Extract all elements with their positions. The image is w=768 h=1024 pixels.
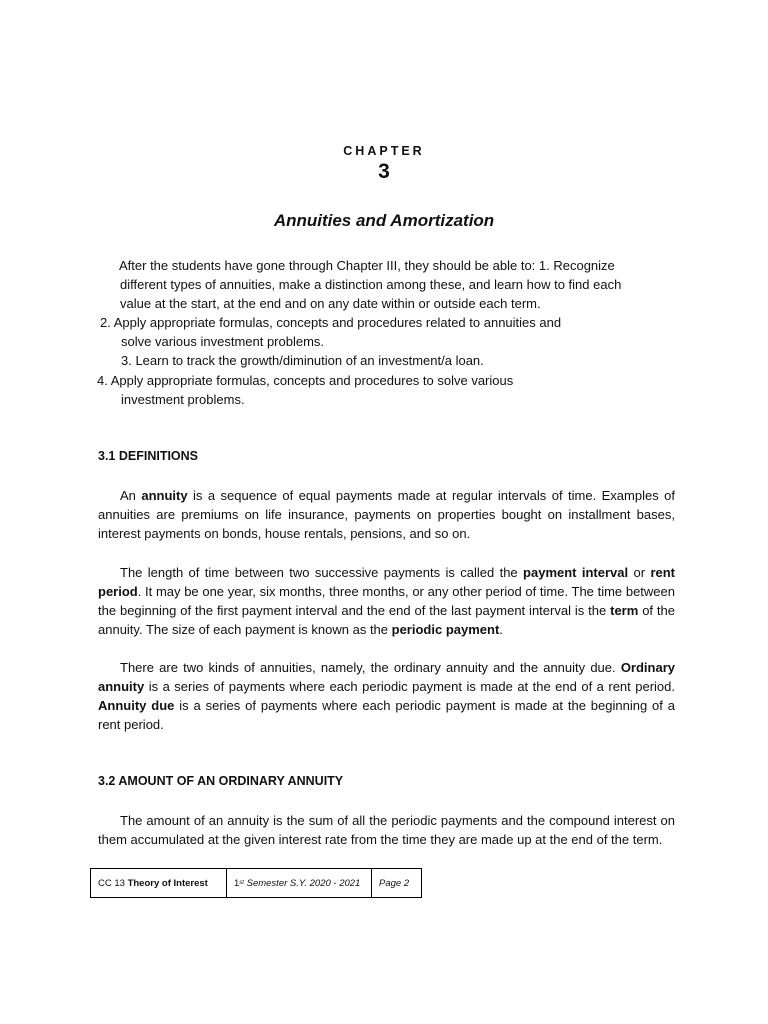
chapter-label: CHAPTER [343, 144, 425, 158]
footer-course: CC 13 Theory of Interest [91, 869, 227, 897]
objective-line-8: investment problems. [121, 392, 245, 407]
paragraph-payment-interval: The length of time between two successive payments is called the payment interval or rent period. It may be one year, six months, three months, or any other period of time. The time between the beginning of the first payment interval and the end of the last payment interval is the term of the annuity. The size of each payment is known as the periodic payment. [98, 565, 675, 637]
footer-page-number: Page 2 [379, 877, 410, 889]
chapter-number: 3 [378, 160, 390, 183]
paragraph-kinds-of-annuities: There are two kinds of annuities, namely, the ordinary annuity and the annuity due. Ordinary annuity is a series of payments where each periodic payment is made at the end of a rent period. Annuity due is a series of payments where each periodic payment is made at the beginning of a rent period. [98, 660, 675, 732]
footer-semester: 1 st Semester S.Y. 2020 - 2021 [227, 869, 372, 897]
objective-line-2: different types of annuities, make a distinction among these, and learn how to find each [120, 277, 622, 292]
objective-line-4: 2. Apply appropriate formulas, concepts and procedures related to annuities and [100, 315, 562, 330]
chapter-title: Annuities and Amortization [273, 211, 495, 230]
objective-line-1: After the students have gone through Chapter III, they should be able to: 1. Recognize [119, 258, 615, 273]
page-footer [90, 868, 422, 898]
objective-line-3: value at the start, at the end and on any date within or outside each term. [120, 296, 541, 311]
paragraph-amount-of-annuity: The amount of an annuity is the sum of all the periodic payments and the compound interest on them accumulated at the given interest rate from the time they are made up at the end of the term. [98, 813, 675, 847]
objective-line-5: solve various investment problems. [121, 334, 325, 349]
section-heading-definitions: 3.1 DEFINITIONS [98, 449, 199, 463]
objective-line-7: 4. Apply appropriate formulas, concepts and procedures to solve various [97, 373, 514, 388]
paragraph-annuity-definition: An annuity is a sequence of equal payments made at regular intervals of time. Examples of annuities are premiums on life insurance, payments on properties bought on installment bases, interest payments on bonds, house rentals, pensions, and so on. [98, 488, 676, 541]
objective-line-6: 3. Learn to track the growth/diminution of an investment/a loan. [121, 353, 484, 368]
section-heading-ordinary-annuity: 3.2 AMOUNT OF AN ORDINARY ANNUITY [98, 774, 344, 788]
